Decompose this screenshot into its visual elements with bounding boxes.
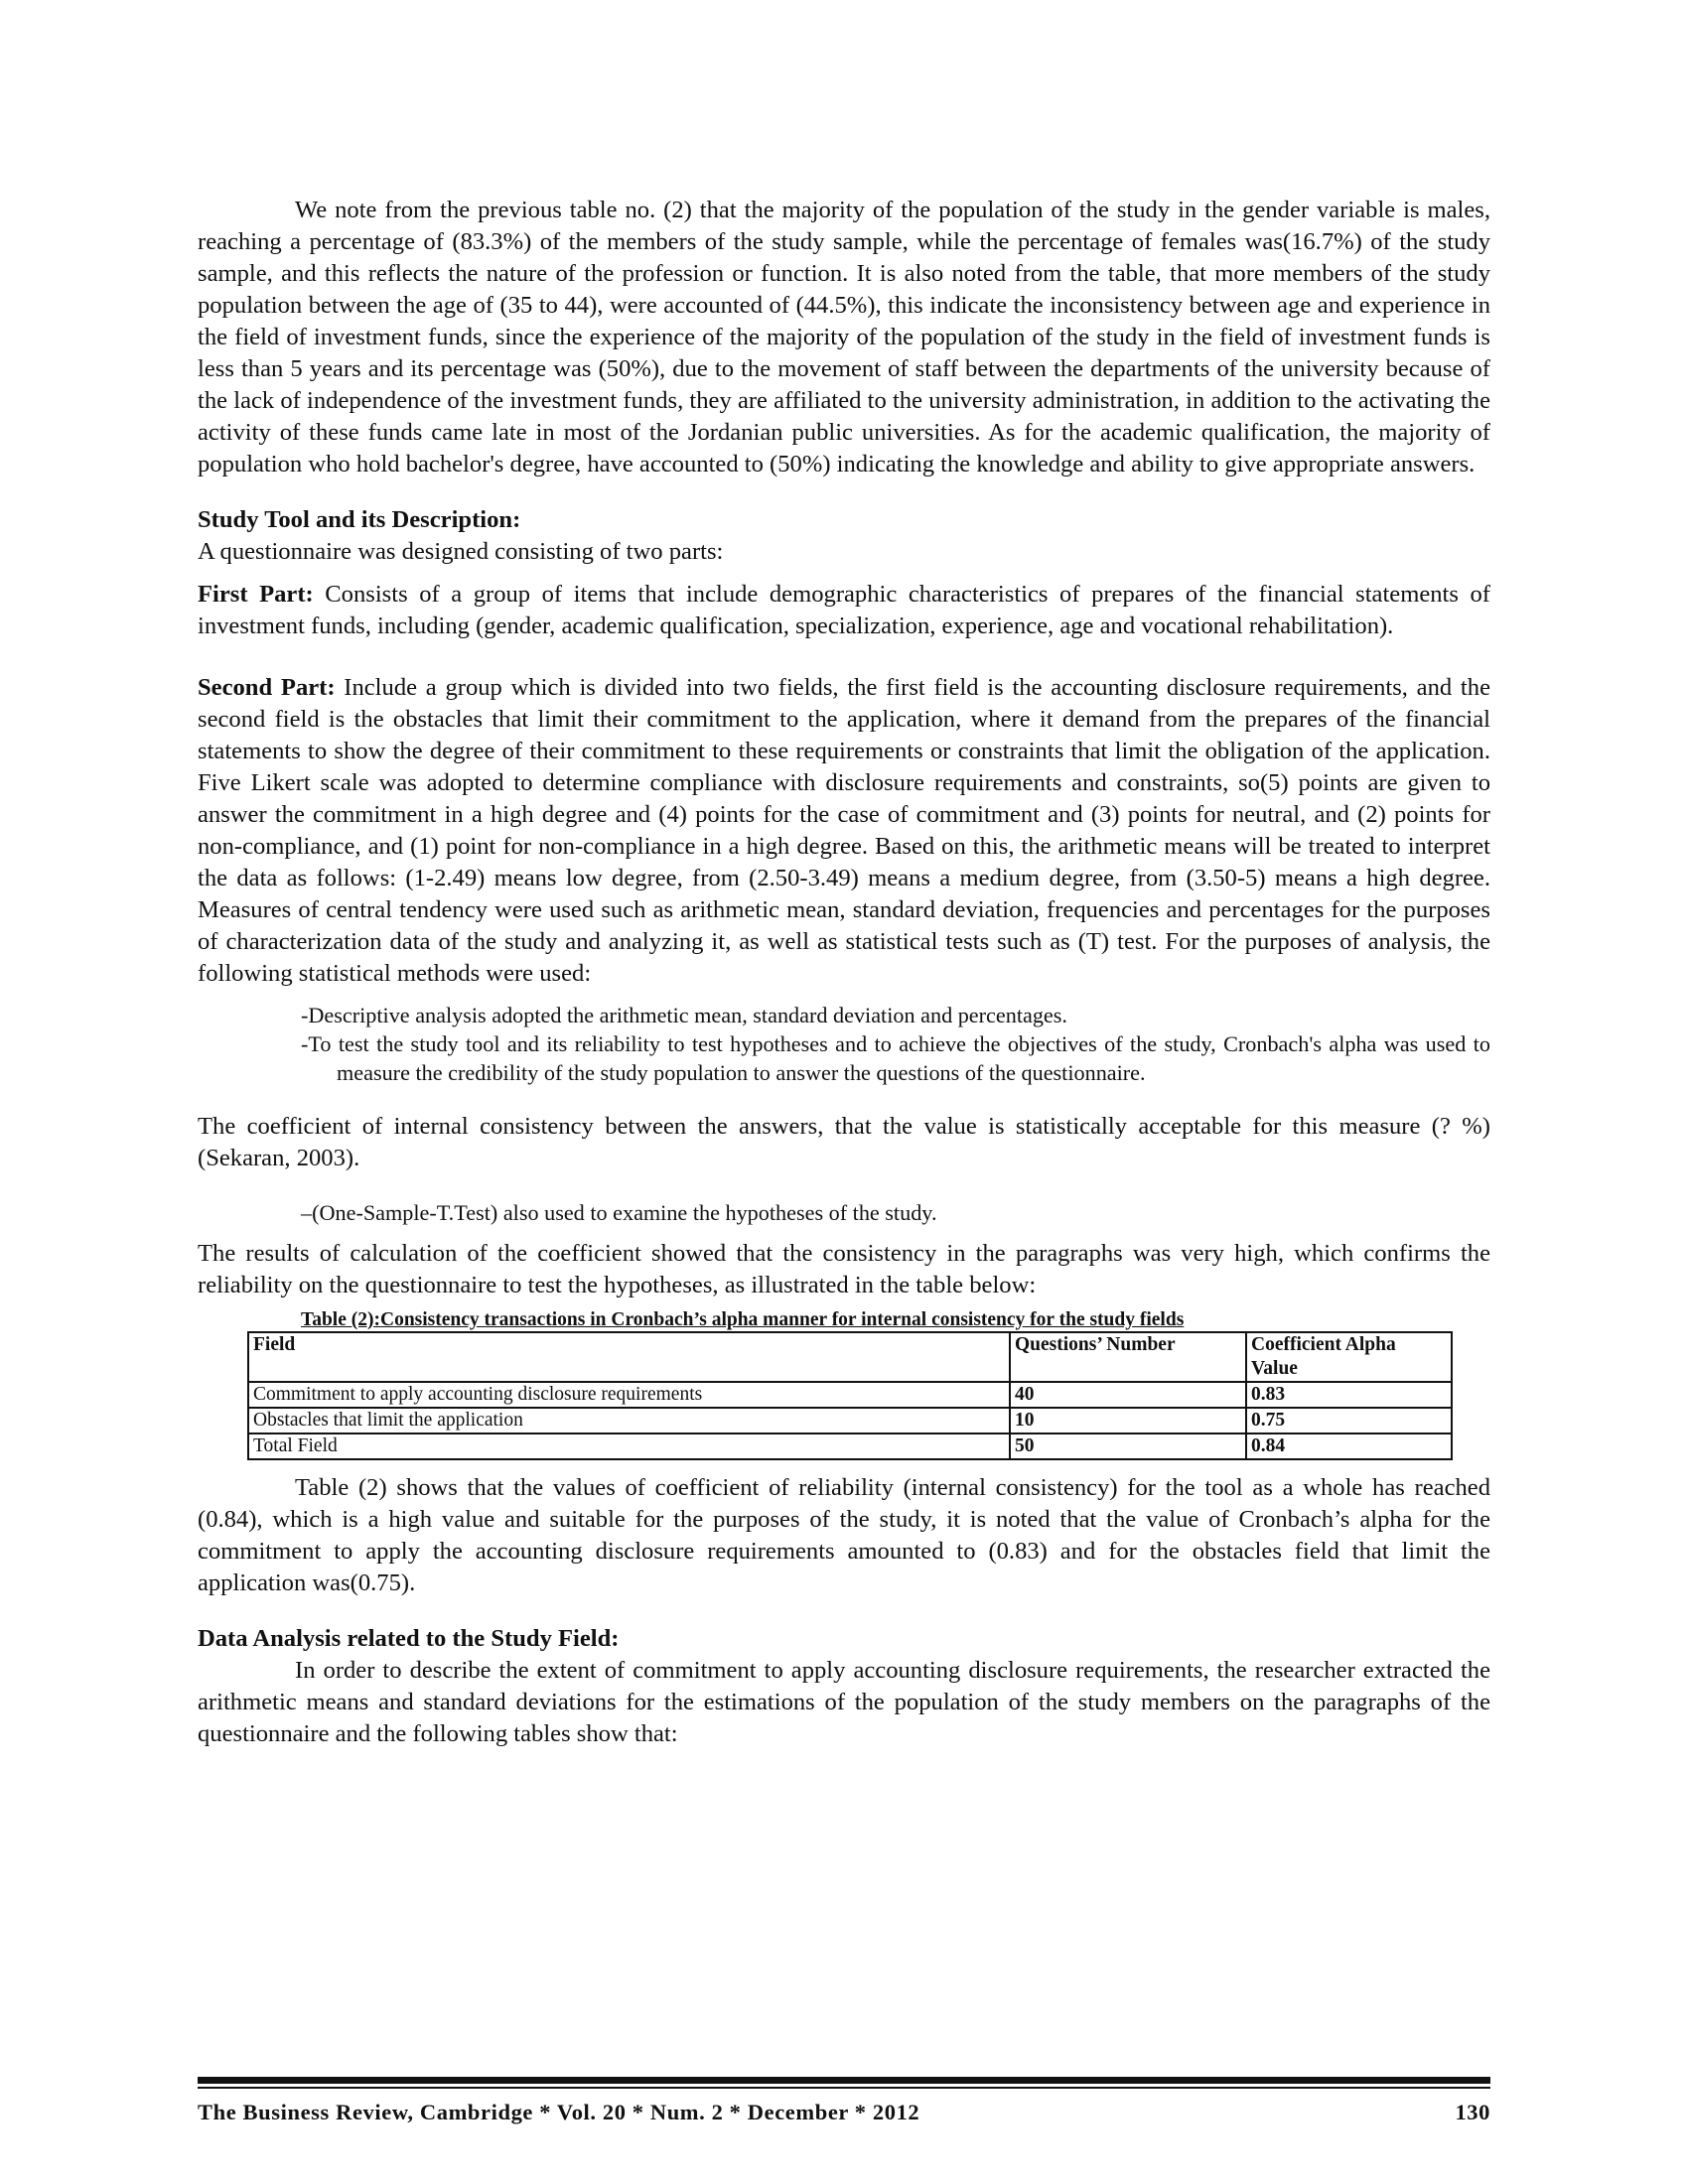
cell-field: Obstacles that limit the application	[248, 1408, 1010, 1433]
one-sample-note: –(One-Sample-T.Test) also used to examine the hypotheses of the study.	[301, 1200, 937, 1225]
table-caption: Table (2):Consistency transactions in Cronbach’s alpha manner for internal consistency for the study fields	[301, 1309, 1185, 1330]
list-item: -To test the study tool and its reliability to test hypotheses and to achieve the objectives of the study, Cronbach's alpha was used to measure the credibility of the study population to answer the questions of the questionnaire.	[301, 1031, 1490, 1085]
header-questions-number: Questions’ Number	[1010, 1332, 1246, 1382]
table-row	[248, 1382, 1452, 1408]
table-header-row	[248, 1332, 1452, 1382]
second-part-label: Second Part:	[198, 674, 336, 701]
analysis-paragraph: In order to describe the extent of commitment to apply accounting disclosure requirements, the researcher extracted the arithmetic means and standard deviations for the estimations of the population of the study members on the paragraphs of the questionnaire and the following tables show that:	[198, 1657, 1490, 1747]
page-number: 130	[1455, 2100, 1490, 2124]
cell-questions: 40	[1010, 1382, 1246, 1408]
table-discussion-paragraph: Table (2) shows that the values of coefficient of reliability (internal consistency) for the tool as a whole has reached (0.84), which is a high value and suitable for the purposes of the study, it is noted that the value of Cronbach’s alpha for the commitment to apply the accounting disclosure requirements amounted to (0.83) and for the obstacles field that limit the application was(0.75).	[198, 1474, 1490, 1596]
second-part-text: Include a group which is divided into two fields, the first field is the accounting disclosure requirements, and the second field is the obstacles that limit their commitment to the application, where it demand from the prepares of the financial statements to show the degree of their commitment to these requirements or constraints that limit the obligation of the application. Five Likert scale was adopted to determine compliance with disclosure requirements and constraints, so(5) points are given to answer the commitment in a high degree and (4) points for the case of commitment and (3) points for neutral, and (2) points for non-compliance, and (1) point for non-compliance in a high degree. Based on this, the arithmetic means will be treated to interpret the data as follows: (1-2.49) means low degree, from (2.50-3.49) means a medium degree, from (3.50-5) means a high degree. Measures of central tendency were used such as arithmetic mean, standard deviation, frequencies and percentages for the purposes of characterization data of the study and analyzing it, as well as statistical tests such as (T) test. For the purposes of analysis, the following statistical methods were used:	[198, 674, 1490, 987]
footer-rule-thick	[198, 2077, 1490, 2084]
journal-citation: The Business Review, Cambridge * Vol. 20 * Num. 2 * December * 2012	[198, 2100, 920, 2124]
table-row	[248, 1433, 1452, 1459]
reliability-table	[247, 1331, 1453, 1460]
questionnaire-paragraph: A questionnaire was designed consisting of two parts:	[198, 538, 724, 565]
footer-rule-thin	[198, 2087, 1490, 2089]
page-footer	[198, 2077, 1490, 2125]
footer-row	[198, 2100, 1490, 2125]
methods-list	[198, 1001, 1490, 1087]
header-field: Field	[248, 1332, 1010, 1382]
cell-field: Commitment to apply accounting disclosure requirements	[248, 1382, 1010, 1408]
cell-questions: 50	[1010, 1433, 1246, 1459]
first-part-text: Consists of a group of items that include demographic characteristics of prepares of the financial statements of investment funds, including (gender, academic qualification, specialization, experience, age and vocational rehabilitation).	[198, 581, 1490, 639]
cell-questions: 10	[1010, 1408, 1246, 1433]
second-part-paragraph	[198, 672, 1490, 990]
header-alpha-value: Coefficient Alpha Value	[1246, 1332, 1452, 1382]
section-heading-study-tool: Study Tool and its Description:	[198, 506, 521, 533]
page-body	[198, 195, 1490, 1750]
first-part-paragraph	[198, 579, 1490, 642]
table-row	[248, 1408, 1452, 1433]
intro-paragraph: We note from the previous table no. (2) that the majority of the population of the study in the gender variable is males, reaching a percentage of (83.3%) of the members of the study sample, while the percentage of females was(16.7%) of the study sample, and this reflects the nature of the profession or function. It is also noted from the table, that more members of the study population between the age of (35 to 44), were accounted of (44.5%), this indicate the inconsistency between age and experience in the field of investment funds, since the experience of the majority of the population of the study in the field of investment funds is less than 5 years and its percentage was (50%), due to the movement of staff between the departments of the university because of the lack of independence of the investment funds, they are affiliated to the university administration, in addition to the activating the activity of these funds came late in most of the Jordanian public universities. As for the academic qualification, the majority of population who hold bachelor's degree, have accounted to (50%) indicating the knowledge and ability to give appropriate answers.	[198, 197, 1490, 478]
list-item: -Descriptive analysis adopted the arithmetic mean, standard deviation and percentages.	[301, 1003, 1067, 1027]
cell-alpha: 0.75	[1246, 1408, 1452, 1433]
results-paragraph: The results of calculation of the coefficient showed that the consistency in the paragraphs was very high, which confirms the reliability on the questionnaire to test the hypotheses, as illustrated in the table below:	[198, 1240, 1490, 1298]
coefficient-paragraph: The coefficient of internal consistency between the answers, that the value is statistically acceptable for this measure (? %) (Sekaran, 2003).	[198, 1113, 1490, 1171]
cell-alpha: 0.83	[1246, 1382, 1452, 1408]
first-part-label: First Part:	[198, 581, 314, 608]
cell-alpha: 0.84	[1246, 1433, 1452, 1459]
section-heading-data-analysis: Data Analysis related to the Study Field:	[198, 1625, 620, 1652]
cell-field: Total Field	[248, 1433, 1010, 1459]
